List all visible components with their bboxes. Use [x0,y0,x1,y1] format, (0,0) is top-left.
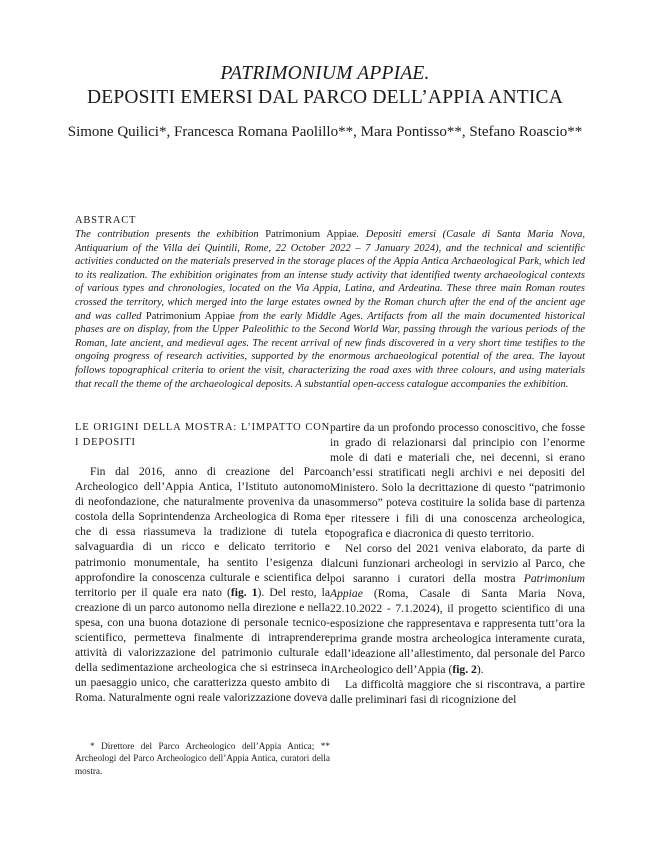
paragraph-text: Nel corso del 2021 veniva elaborato, da parte di alcuni funzionari archeologi in servizio al Parco, che poi saranno i curatori della mostra [330,541,585,585]
paragraph-text: (Roma, Casale di Santa Maria Nova, 22.10.2022 - 7.1.2024), il progetto scientifico di una esposizione che rappresentava e rappresenta tutt’ora la prima grande mostra archeologica interamente curata, dall’ideazione all’allestimento, dal personale del Parco Archeologico dell’Appia ( [330,587,585,676]
abstract-segment: The contribution presents the exhibition [75,229,266,240]
body-paragraph [330,541,585,677]
title-main-line: DEPOSITI EMERSI DAL PARCO DELL’APPIA ANTICA [86,87,564,108]
right-column [330,420,585,707]
abstract-text [75,228,585,391]
section-heading: LE ORIGINI DELLA MOSTRA: L’IMPATTO CON I DEPOSITI [75,422,330,448]
body-paragraph: La difficoltà maggiore che si riscontrava, a partire dalle preliminari fasi di ricognizione del [330,677,585,706]
footnote: * Direttore del Parco Archeologico dell’Appia Antica; ** Archeologi del Parco Archeologico dell’Appia Antica, curatori della mostra. [75,741,330,776]
paragraph-text: Fin dal 2016, anno di creazione del Parco Archeologico dell’Appia Antica, l’Istituto autonomo di neofondazione, che naturalmente proveniva da una costola della Soprintendenza Archeologica di Roma e che di essa riassumeva la tradizione di tutela e salvaguardia di un ricco e delicato territorio e patrimonio monumentale, ha sentito l’esigenza di approfondire la conoscenza culturale e scientifica del territorio per il quale era nato ( [75,465,330,599]
title-italic-line: PATRIMONIUM APPIAE. [220,63,430,84]
abstract-exhibition-name: Patrimonium Appiae [145,310,235,322]
paragraph-text: ). [476,662,484,676]
body-paragraph [75,464,330,706]
abstract-exhibition-name: Patrimonium Appiae [265,229,357,240]
figure-reference-fig-2[interactable]: fig. 2 [452,662,477,676]
paragraph-text: ). Del resto, la creazione di un parco autonomo nella direzione e nella spesa, con una buona dotazione di personale tecnico-scientifico, permetteva finalmente di intraprendere attività di valorizzazione del patrimonio culturale e della sedimentazione archeologica che si estrinseca in un paesaggio unico, che caratterizza questo ambito di Roma. Naturalmente ogni reale valorizzazione doveva [75,585,330,705]
figure-reference-fig-1[interactable]: fig. 1 [230,585,258,599]
authors-line: Simone Quilici*, Francesca Romana Paolillo**, Mara Pontisso**, Stefano Roascio** [67,124,583,140]
abstract-segment: from the early Middle Ages. Artifacts from all the main documented historical phases are on display, from the Upper Paleolithic to the Second World War, passing through the various periods of the Roman, late ancient, and medieval ages. The recent arrival of new finds discovered in a very short time testifies to the ongoing progress of research activities, supported by the enormous archaeological potential of the area. The layout follows topographical criteria to orient the visit, characterizing the road axes with three colours, and using materials that recall the theme of the archaeological deposits. A substantial open-access catalogue accompanies the exhibition. [75,310,585,390]
left-column [75,420,330,706]
abstract-heading: ABSTRACT [75,215,137,226]
abstract-segment: . Depositi emersi (Casale di Santa Maria Nova, Antiquarium of the Villa dei Quintili, Rome, 22 October 2022 – 7 January 2024), and the technical and scientific activities conducted on the materials preserved in the storage places of the Appia Antica Archaeological Park, which led to its realization. The exhibition originates from an intense study activity that identified twenty archaeological contexts of various types and chronologies, located on the Via Appia, Latina, and Ardeatina. These three main Roman routes crossed the territory, which merged into the large estates owned by the Roman church after the end of the ancient age and was called [75,229,585,322]
exhibition-title-italic: Patrimonium Appiae [330,571,585,601]
body-paragraph: partire da un profondo processo conoscitivo, che fosse in grado di relazionarsi dal principio con l’enorme mole di dati e materiali che, nei decenni, si erano anch’essi stratificati negli archivi e nei depositi del Ministero. Solo la decrittazione di questo “patrimonio sommerso” poteva costituire la solida base di partenza per ritessere i fili di una conoscenza archeologica, topografica e diacronica di questo territorio. [330,421,585,540]
